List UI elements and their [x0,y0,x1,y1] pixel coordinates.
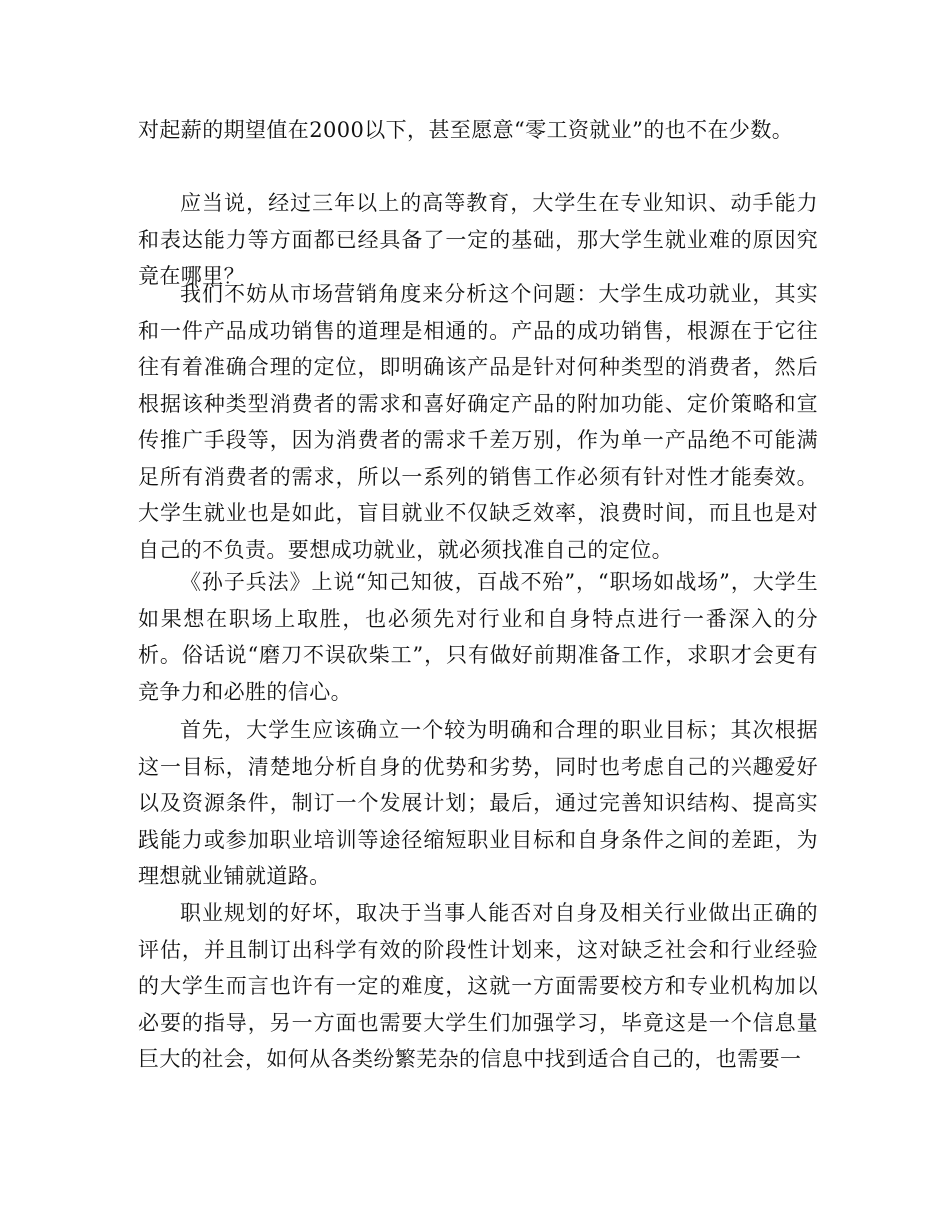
paragraph-career-goal-steps: 首先，大学生应该确立一个较为明确和合理的职业目标；其次根据这一目标，清楚地分析自身的优势和劣势，同时也考虑自己的兴趣爱好以及资源条件，制订一个发展计划；最后，通过完善知识结构、提高实践能力或参加职业培训等途径缩短职业目标和自身条件之间的差距，为理想就业铺就道路。 [138,718,818,888]
paragraph-marketing-analysis: 我们不妨从市场营销角度来分析这个问题：大学生成功就业，其实和一件产品成功销售的道理是相通的。产品的成功销售，根源在于它往往有着准确合理的定位，即明确该产品是针对何种类型的消费者，然后根据该种类型消费者的需求和喜好确定产品的附加功能、定价策略和宣传推广手段等，因为消费者的需求千差万别，作为单一产品绝不可能满足所有消费者的需求，所以一系列的销售工作必须有针对性才能奏效。大学生就业也是如此，盲目就业不仅缺乏效率，浪费时间，而且也是对自己的不负责。要想成功就业，就必须找准自己的定位。 [138,282,818,562]
paragraph-education-foundation: 应当说，经过三年以上的高等教育，大学生在专业知识、动手能力和表达能力等方面都已经具备了一定的基础，那大学生就业难的原因究竟在哪里？ [138,191,818,288]
paragraph-sunzi-quote: 《孙子兵法》上说“知己知彼，百战不殆”，“职场如战场”，大学生如果想在职场上取胜，也必须先对行业和自身特点进行一番深入的分析。俗话说“磨刀不误砍柴工”，只有做好前期准备工作，求职才会更有竞争力和必胜的信心。 [138,570,818,704]
paragraph-career-planning: 职业规划的好坏，取决于当事人能否对自身及相关行业做出正确的评估，并且制订出科学有效的阶段性计划来，这对缺乏社会和行业经验的大学生而言也许有一定的难度，这就一方面需要校方和专业机构加以必要的指导，另一方面也需要大学生们加强学习，毕竟这是一个信息量巨大的社会，如何从各类纷繁芜杂的信息中找到适合自己的，也需要一 [138,901,818,1071]
paragraph-continuation: 对起薪的期望值在2000以下，甚至愿意“零工资就业”的也不在少数。 [138,118,794,142]
